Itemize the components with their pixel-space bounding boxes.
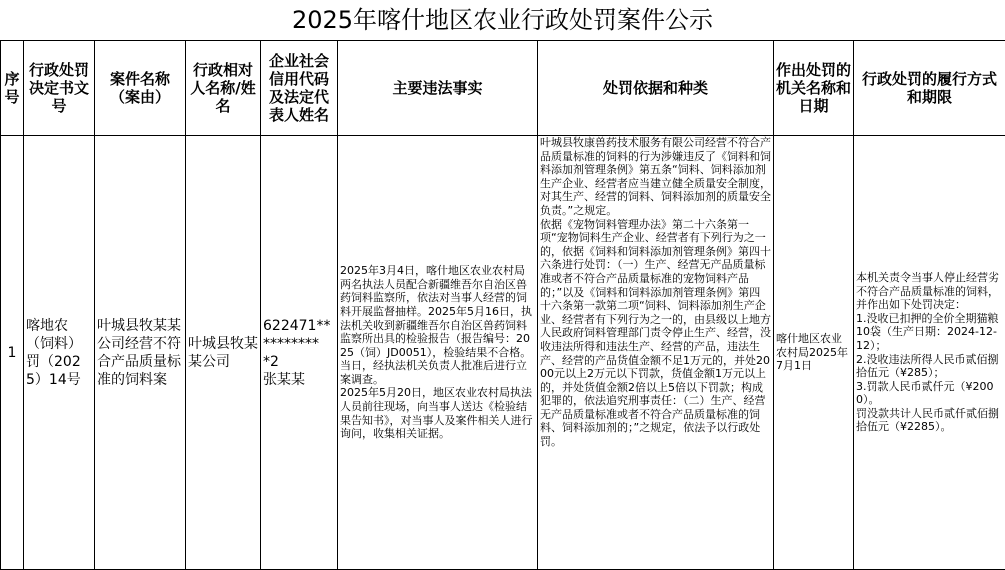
penalty-table [0,40,1005,570]
cell-seq: 1 [1,136,24,570]
header-party: 行政相对人名称/姓名 [186,41,261,136]
cell-execution: 本机关责令当事人停止经营劣不符合产品质量标准的饲料，并作出如下处罚决定： 1.没收已扣押的全价全期猫粮10袋（生产日期：2024-12-12）； 2.没收违法所得人民币贰佰捌拾伍元（¥285）； 3.罚款人民币贰仟元（¥2000）。 罚没款共计人民币贰仟贰佰捌拾伍元（¥2285）。 [854,136,1005,570]
table-row [1,136,1005,570]
header-case-name: 案件名称（案由） [95,41,186,136]
header-authority: 作出处罚的机关名称和日期 [774,41,854,136]
cell-basis: 叶城县牧康兽药技术服务有限公司经营不符合产品质量标准的饲料的行为涉嫌违反了《饲料和饲料添加剂管理条例》第五条“饲料、饲料添加剂生产企业、经营者应当建立健全质量安全制度，对其生产、经营的饲料、饲料添加剂的质量安全负责。”之规定。 依据《宠物饲料管理办法》第二十六条第一项“宠物饲料生产企业、经营者有下列行为之一的，依据《饲料和饲料添加剂管理条例》第四十六条进行处罚：（一）生产、经营无产品质量标准或者不符合产品质量标准的宠物饲料产品的；”以及《饲料和饲料添加剂管理条例》第四十六条第一款第二项“饲料、饲料添加剂生产企业、经营者有下列行为之一的，由县级以上地方人民政府饲料管理部门责令停止生产、经营，没收违法所得和违法生产、经营的产品，违法生产、经营的产品货值金额不足1万元的，并处2000元以上2万元以下罚款，货值金额1万元以上的，并处货值金额2倍以上5倍以下罚款；构成犯罪的，依法追究刑事责任：（二）生产、经营无产品质量标准或者不符合产品质量标准的饲料、饲料添加剂的；”之规定，依法予以行政处罚。 [538,136,774,570]
header-doc-no: 行政处罚决定书文号 [24,41,95,136]
cell-case-name: 叶城县牧某某公司经营不符合产品质量标准的饲料案 [95,136,186,570]
header-credit-code: 企业社会信用代码及法定代表人姓名 [261,41,338,136]
cell-credit-code: 622471** ******** *2 张某某 [261,136,338,570]
header-execution: 行政处罚的履行方式和期限 [854,41,1005,136]
cell-facts: 2025年3月4日，喀什地区农业农村局两名执法人员配合新疆维吾尔自治区兽药饲料监察所，依法对当事人经营的饲料开展监督抽样。2025年5月16日，执法机关收到新疆维吾尔自治区兽药饲料监察所出具的检验报告（报告编号：2025（饲）JD0051），检验结果不合格。当日，经执法机关负责人批准后进行立案调查。 2025年5月20日，地区农业农村局执法人员前往现场，向当事人送达《检验结果告知书》，对当事人及案件相关人进行询问，收集相关证据。 [338,136,538,570]
header-basis: 处罚依据和种类 [538,41,774,136]
header-seq: 序号 [1,41,24,136]
table-header-row [1,41,1005,136]
header-facts: 主要违法事实 [338,41,538,136]
page-title: 2025年喀什地区农业行政处罚案件公示 [291,6,714,34]
cell-party: 叶城县牧某某公司 [186,136,261,570]
cell-doc-no: 喀地农（饲料）罚（2025）14号 [24,136,95,570]
cell-authority: 喀什地区农业农村局2025年7月1日 [774,136,854,570]
